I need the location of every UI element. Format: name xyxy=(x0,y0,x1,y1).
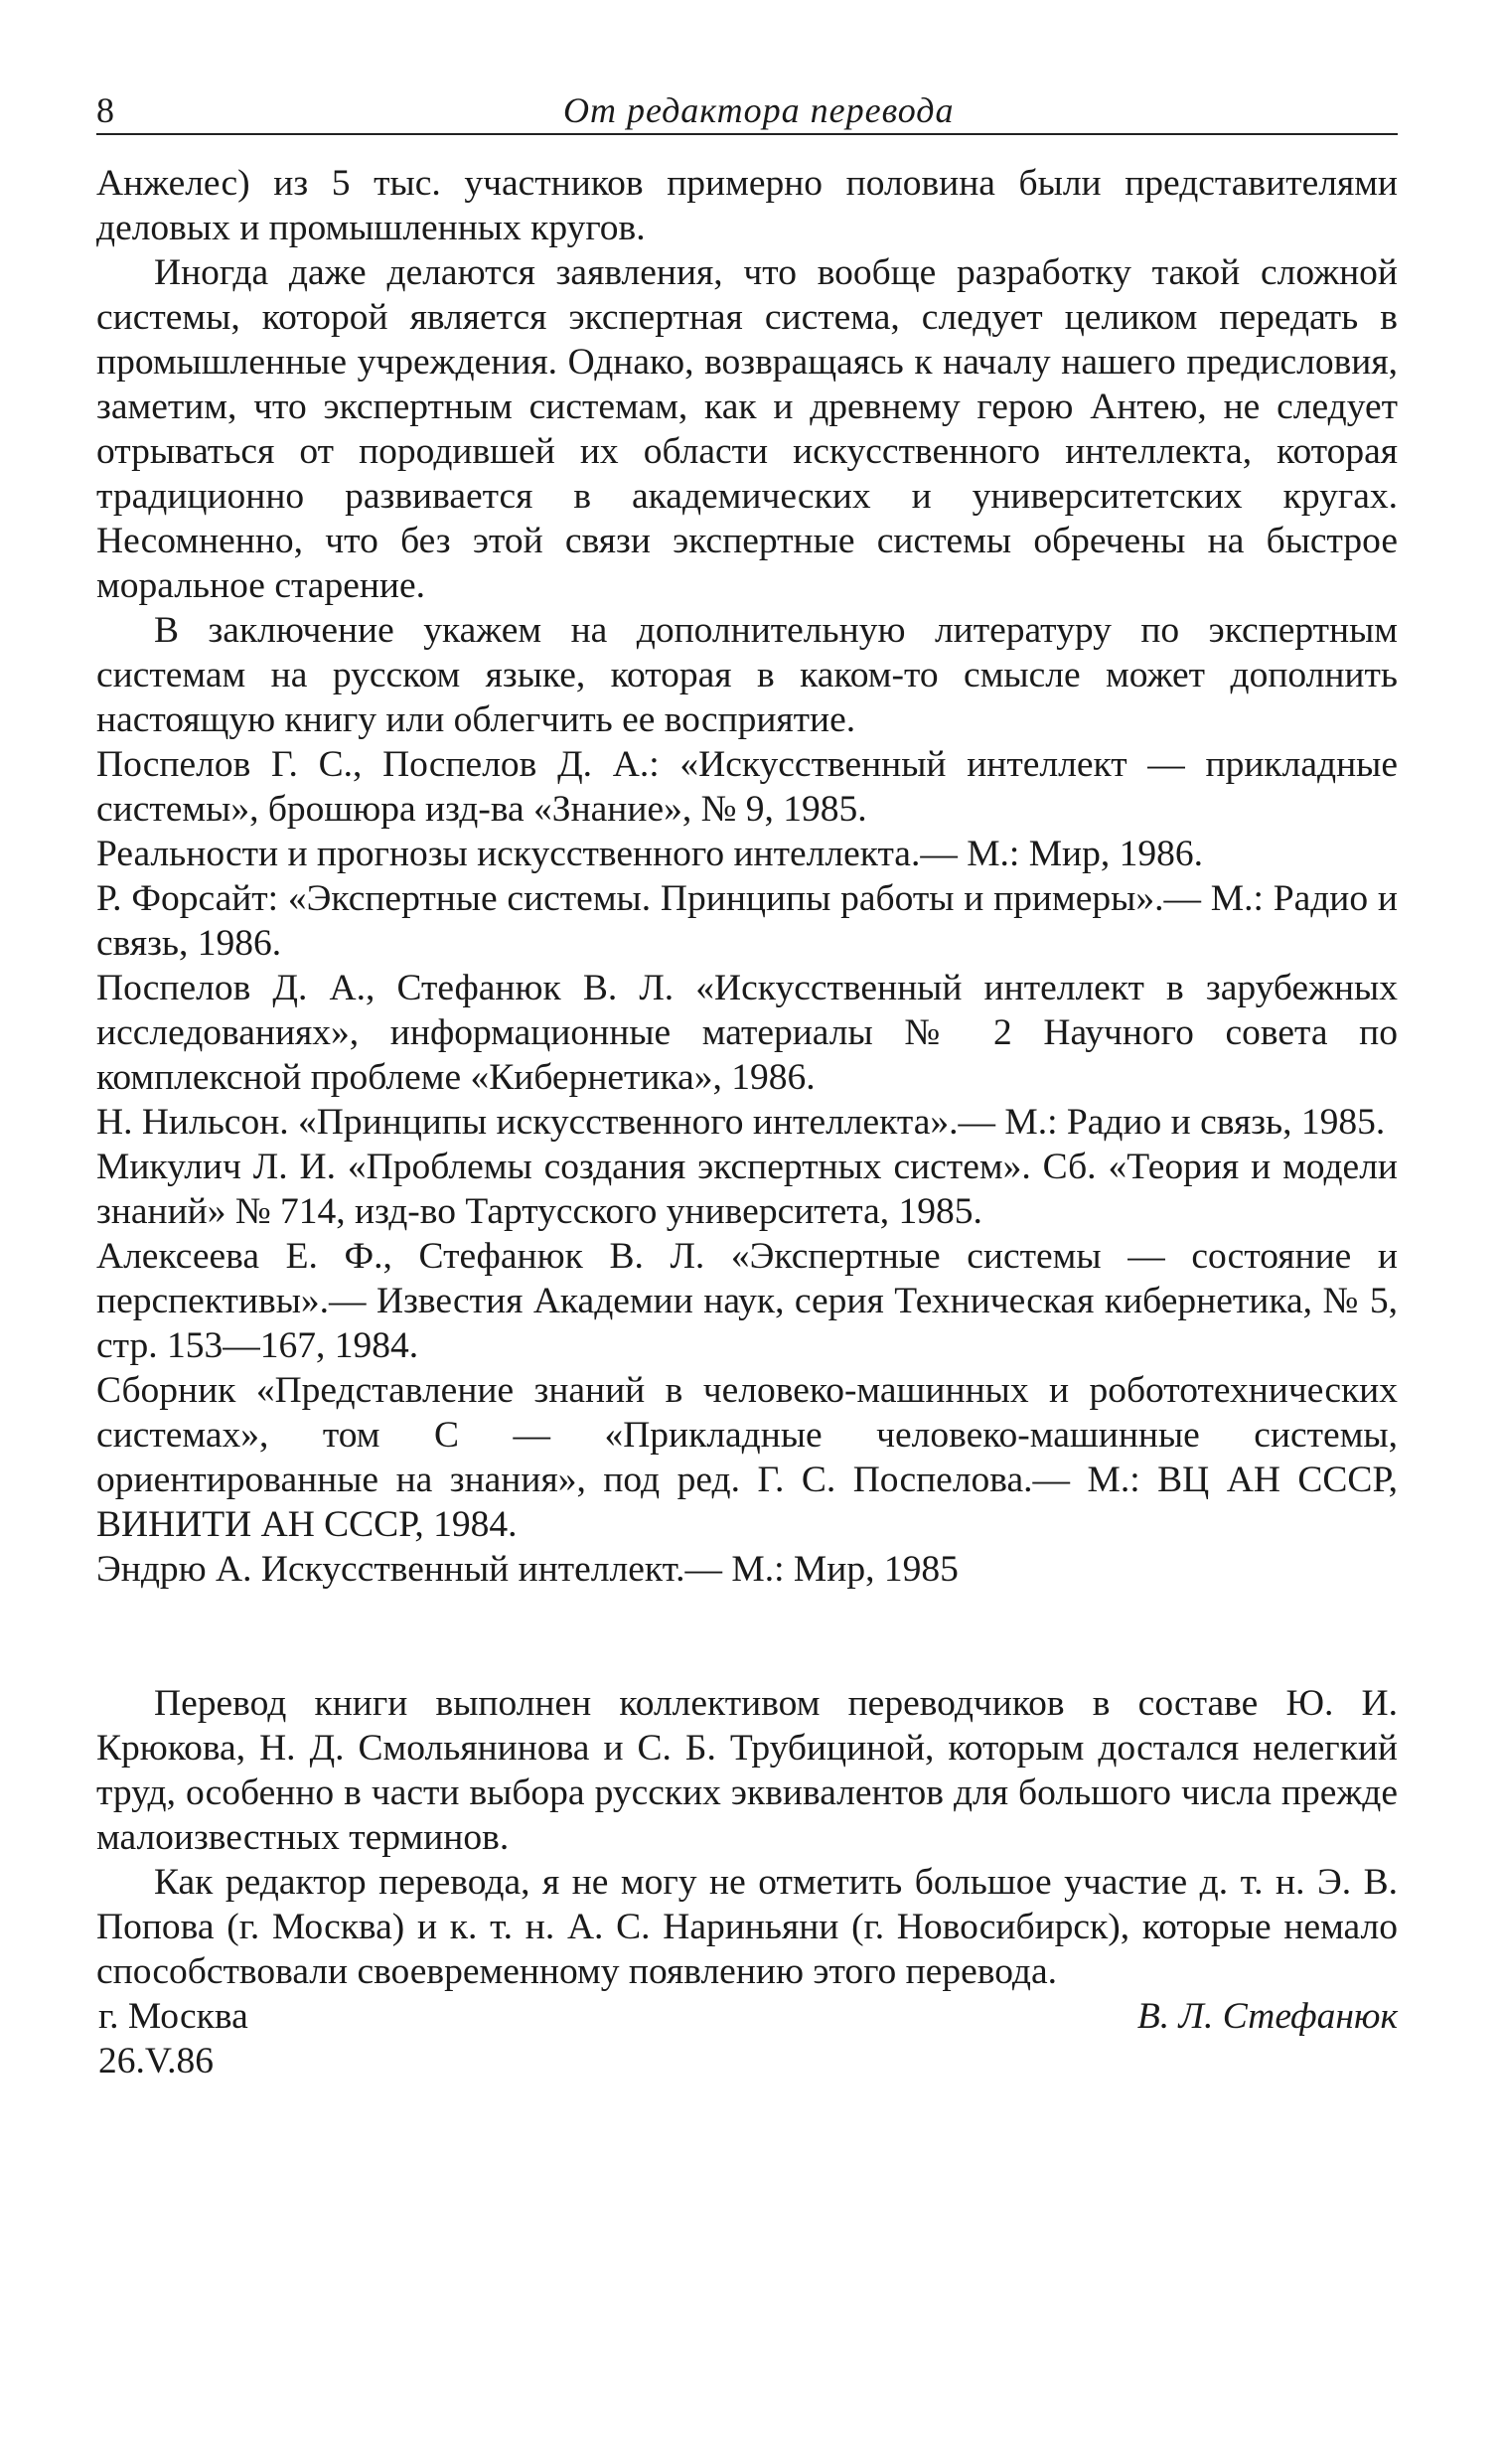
reference-item: Поспелов Г. С., Поспелов Д. А.: «Искусственный интеллект — прикладные системы», брошюра изд-ва «Знание», № 9, 1985. xyxy=(96,744,1398,830)
reference-list xyxy=(96,742,1398,1592)
signature-author: В. Л. Стефанюк xyxy=(1136,1996,1398,2037)
reference-item: Сборник «Представление знаний в человеко-машинных и робототехнических системах», том С — «Прикладные человеко-машинные системы, ориентированные на знания», под ред. Г. С. Поспелова.— М.: ВЦ АН СССР, ВИНИТИ АН СССР, 1984. xyxy=(96,1370,1398,1545)
paragraph: Перевод книги выполнен коллективом переводчиков в составе Ю. И. Крюкова, Н. Д. Смольянинова и С. Б. Трубициной, которым достался нелегкий труд, особенно в части выбора русских эквивалентов для большого числа прежде малоизвестных терминов. xyxy=(96,1683,1398,1858)
reference-item: Микулич Л. И. «Проблемы создания экспертных систем». Сб. «Теория и модели знаний» № 714, изд-во Тартусского университета, 1985. xyxy=(96,1147,1398,1232)
signature-date: 26.V.86 xyxy=(98,2041,214,2081)
book-page xyxy=(96,87,1398,2083)
translation-note xyxy=(96,1681,1398,1994)
running-title: От редактора перевода xyxy=(563,90,955,130)
reference-item: Алексеева Е. Ф., Стефанюк В. Л. «Экспертные системы — состояние и перспективы».— Известия Академии наук, серия Техническая кибернетика, № 5, стр. 153—167, 1984. xyxy=(96,1236,1398,1366)
reference-item: Эндрю А. Искусственный интеллект.— М.: Мир, 1985 xyxy=(96,1549,959,1590)
reference-item: Н. Нильсон. «Принципы искусственного интеллекта».— М.: Радио и связь, 1985. xyxy=(96,1102,1386,1143)
paragraph: Иногда даже делаются заявления, что вообще разработку такой сложной системы, которой является экспертная система, следует целиком передать в промышленные учреждения. Однако, возвращаясь к началу нашего предисловия, заметим, что экспертным системам, как и древнему герою Антею, не следует отрываться от породившей их области искусственного интеллекта, которая традиционно развивается в академических и университетских кругах. Несомненно, что без этой связи экспертные системы обречены на быстрое моральное старение. xyxy=(96,252,1398,606)
paragraph: Как редактор перевода, я не могу не отметить большое участие д. т. н. Э. В. Попова (г. Москва) и к. т. н. А. С. Нариньяни (г. Новосибирск), которые немало способствовали своевременному появлению этого перевода. xyxy=(96,1862,1398,1992)
paragraph: В заключение укажем на дополнительную литературу по экспертным системам на русском языке, которая в каком-то смысле может дополнить настоящую книгу или облегчить ее восприятие. xyxy=(96,610,1398,740)
reference-item: Р. Форсайт: «Экспертные системы. Принципы работы и примеры».— М.: Радио и связь, 1986. xyxy=(96,878,1398,964)
reference-item: Поспелов Д. А., Стефанюк В. Л. «Искусственный интеллект в зарубежных исследованиях», информационные материалы № 2 Научного совета по комплексной проблеме «Кибернетика», 1986. xyxy=(96,968,1398,1098)
paragraph-continued: Анжелес) из 5 тыс. участников примерно половина были представителями деловых и промышленных кругов. xyxy=(96,163,1398,248)
page-body xyxy=(96,161,1398,2083)
page-header xyxy=(96,87,1398,135)
page-number: 8 xyxy=(96,90,114,130)
reference-item: Реальности и прогнозы искусственного интеллекта.— М.: Мир, 1986. xyxy=(96,834,1203,874)
signature-block xyxy=(96,1994,1398,2039)
signature-city: г. Москва xyxy=(98,1996,248,2037)
